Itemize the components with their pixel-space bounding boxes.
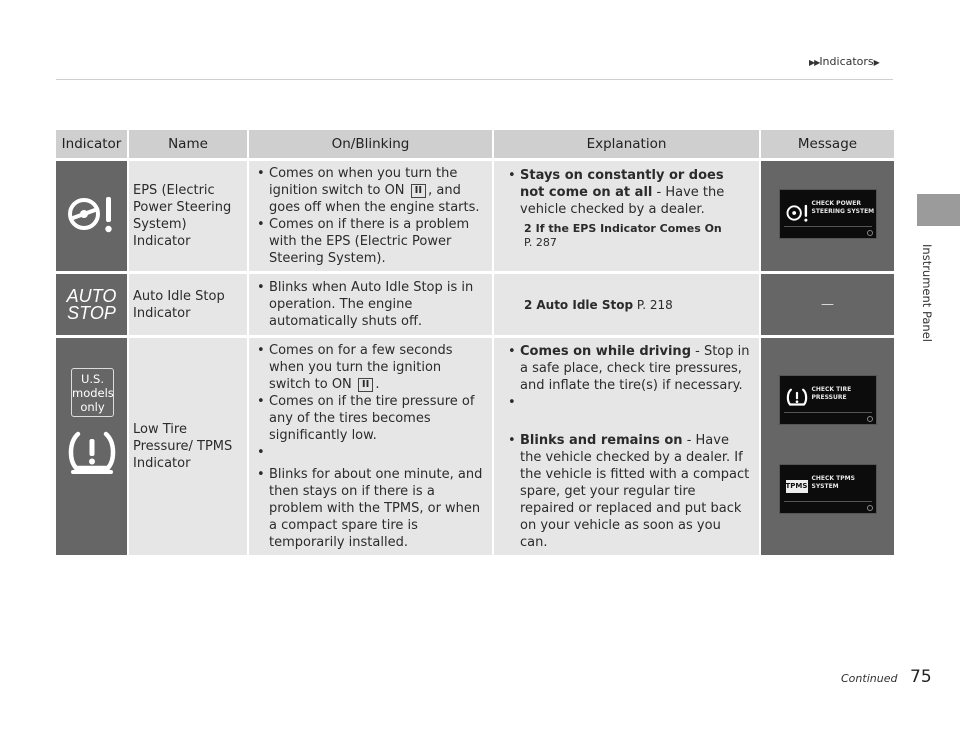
- indicator-cell: [56, 271, 129, 335]
- message-line: CHECK TIRE: [811, 385, 852, 393]
- message-line: SYSTEM: [811, 482, 839, 490]
- spacer: [508, 394, 751, 432]
- reference-arrow-icon: 2: [524, 222, 532, 235]
- list-item: • Comes on when you turn the ignition switch to ON II , and goes off when the engine starts.: [257, 165, 486, 216]
- spacer: [257, 444, 486, 466]
- indicator-cell: [56, 158, 129, 271]
- header-name: Name: [129, 130, 249, 158]
- header-divider: [56, 79, 893, 80]
- list-item: • Blinks when Auto Idle Stop is in operation. The engine automatically shuts off.: [257, 279, 486, 330]
- page-reference[interactable]: 2 If the EPS Indicator Comes On P. 287: [524, 222, 722, 249]
- message-display: [779, 189, 877, 239]
- header-message: Message: [761, 130, 894, 158]
- indicator-name: EPS (Electric Power Steering System) Indicator: [129, 158, 249, 271]
- message-line: CHECK TPMS: [811, 474, 855, 482]
- continued-label: Continued: [841, 672, 898, 685]
- no-message-dash: —: [821, 297, 834, 312]
- page-reference[interactable]: 2 Auto Idle Stop P. 218: [524, 297, 673, 312]
- message-display: [779, 464, 877, 514]
- explanation-cell: [494, 158, 761, 271]
- list-item: • Comes on if there is a problem with the EPS (Electric Power Steering System).: [257, 216, 486, 267]
- explanation-cell: [494, 271, 761, 335]
- explanation-cell: [494, 335, 761, 555]
- eps-steering-warning-icon: [786, 202, 810, 224]
- chapter-tab: [917, 194, 960, 226]
- list-item: • Comes on while driving - Stop in a safe place, check tire pressures, and inflate the tire(s) if necessary.: [508, 343, 751, 394]
- indicator-table: [56, 130, 894, 555]
- table-row: [56, 158, 894, 271]
- message-line: CHECK POWER: [811, 199, 861, 207]
- table-row: [56, 335, 894, 555]
- ignition-key-icon: II: [411, 184, 426, 198]
- breadcrumb-arrow: ▶: [873, 58, 879, 67]
- list-item: • Blinks and remains on - Have the vehicle checked by a dealer. If the vehicle is fitted with a compact spare, get your regular tire repaired or replaced and put back on your vehicle as soon as you can.: [508, 432, 751, 551]
- table-row: [56, 271, 894, 335]
- list-item: • Blinks for about one minute, and then stays on if there is a problem with the TPMS, or when a compact spare tire is temporarily installed.: [257, 466, 486, 551]
- indicator-name: Low Tire Pressure/ TPMS Indicator: [129, 335, 249, 555]
- reference-arrow-icon: 2: [524, 297, 533, 312]
- indicator-cell: [56, 335, 129, 555]
- header-on-blinking: On/Blinking: [249, 130, 494, 158]
- chapter-label: Instrument Panel: [920, 244, 934, 342]
- header-indicator: Indicator: [56, 130, 129, 158]
- auto-stop-icon: AUTO STOP: [66, 285, 117, 323]
- low-tire-pressure-icon: [67, 430, 117, 476]
- message-line: STEERING SYSTEM: [811, 207, 875, 215]
- table-header-row: [56, 130, 894, 158]
- on-blinking-cell: [249, 271, 494, 335]
- list-item: • Stays on constantly or does not come on at all - Have the vehicle checked by a dealer.: [508, 167, 751, 218]
- breadcrumb-section: Indicators: [819, 55, 874, 68]
- message-display: [779, 375, 877, 425]
- indicator-name: Auto Idle Stop Indicator: [129, 271, 249, 335]
- eps-steering-warning-icon: [67, 191, 117, 237]
- breadcrumb-arrows: ▶▶: [809, 58, 820, 67]
- breadcrumb: [809, 55, 879, 68]
- us-models-only-badge: U.S. models only: [71, 368, 114, 417]
- tpms-badge-icon: TPMS: [786, 480, 808, 493]
- message-cell: [761, 335, 894, 555]
- page-number: 75: [910, 667, 932, 687]
- low-tire-pressure-icon: [786, 388, 808, 408]
- on-blinking-cell: [249, 158, 494, 271]
- ignition-key-icon: II: [358, 378, 373, 392]
- header-explanation: Explanation: [494, 130, 761, 158]
- message-cell: [761, 271, 894, 335]
- message-cell: [761, 158, 894, 271]
- message-line: PRESSURE: [811, 393, 847, 401]
- list-item: • Comes on if the tire pressure of any of the tires becomes significantly low.: [257, 393, 486, 444]
- list-item: • Comes on for a few seconds when you turn the ignition switch to ON II .: [257, 342, 486, 393]
- on-blinking-cell: [249, 335, 494, 555]
